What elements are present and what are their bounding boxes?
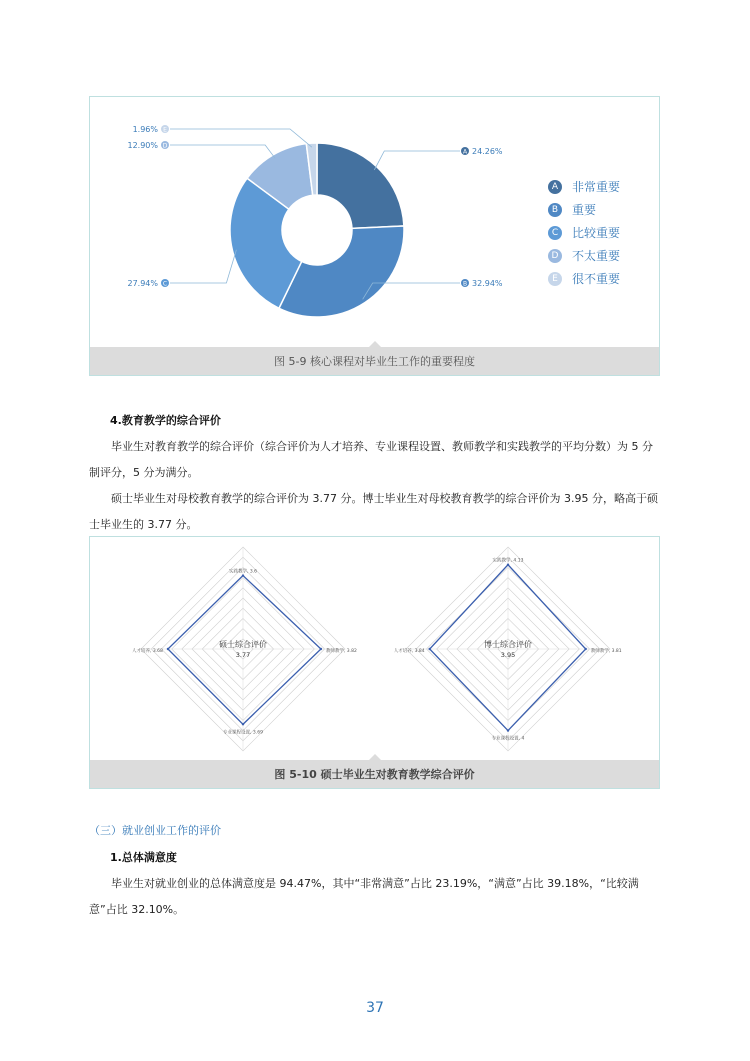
- radar-axis-label: 实践教学, 3.6: [228, 569, 258, 575]
- slice-label-c: 27.94%: [127, 279, 158, 288]
- radar-point: [167, 648, 169, 650]
- radar-axis-label: 人才培养, 3.68: [132, 649, 163, 654]
- label-marker-letter: C: [162, 280, 168, 288]
- legend-item-c: [548, 221, 620, 244]
- radar-center-value: 3.77: [235, 651, 251, 659]
- leader-line: [170, 250, 236, 283]
- caption-notch: [369, 754, 381, 760]
- legend-marker-e: E: [548, 272, 562, 286]
- donut-slice-a: [317, 143, 404, 228]
- legend-item-d: [548, 244, 620, 267]
- radar-point: [242, 723, 244, 725]
- slice-label-a: 24.26%: [472, 147, 503, 156]
- legend-label-d: 不太重要: [572, 249, 621, 263]
- figure-caption-bar: [90, 760, 659, 788]
- radar-center-value: 3.95: [500, 651, 516, 659]
- section-heading: 1.总体满意度: [110, 851, 177, 864]
- radar-axis-label: 专业课程设置, 4: [491, 736, 525, 742]
- legend-item-e: [548, 267, 620, 290]
- section-title: （三）就业创业工作的评价: [89, 824, 221, 837]
- label-marker-letter: E: [163, 126, 167, 134]
- body-paragraph: 毕业生对教育教学的综合评价（综合评价为人才培养、专业课程设置、教师教学和实践教学的平均分数）为 5 分制评分，5 分为满分。: [89, 440, 653, 479]
- legend-marker-d: D: [548, 249, 562, 263]
- radar-axis-label: 教师教学, 3.82: [325, 649, 357, 654]
- body-paragraph: 硕士毕业生对母校教育教学的综合评价为 3.77 分。博士毕业生对母校教育教学的综合评价为 3.95 分，略高于硕士毕业生的 3.77 分。: [89, 492, 658, 531]
- radar-point: [585, 648, 587, 650]
- slice-label-e: 1.96%: [132, 125, 158, 134]
- legend-marker-b: B: [548, 203, 562, 217]
- page-number: 37: [366, 1000, 384, 1016]
- radar-point: [320, 648, 322, 650]
- legend-marker-a: A: [548, 180, 562, 194]
- radar-series: [168, 576, 321, 725]
- radar-chart-doctor: [394, 547, 622, 751]
- radar-charts: [90, 537, 659, 762]
- radar-chart-master: [132, 547, 357, 751]
- figure-caption: 图 5-10 硕士毕业生对教育教学综合评价: [274, 768, 475, 781]
- section-heading: 4.教育教学的综合评价: [110, 414, 221, 427]
- legend-label-c: 比较重要: [572, 226, 621, 240]
- legend-item-b: [548, 198, 620, 221]
- leader-line: [170, 129, 312, 147]
- slice-label-b: 32.94%: [472, 279, 503, 288]
- radar-point: [428, 648, 430, 650]
- donut-legend: [548, 175, 620, 290]
- legend-label-a: 非常重要: [572, 180, 621, 194]
- figure-teaching-evaluation: [89, 536, 660, 789]
- label-marker-letter: B: [462, 280, 468, 288]
- label-marker-letter: D: [162, 142, 168, 150]
- donut-slice-b: [279, 226, 404, 317]
- radar-point: [507, 564, 509, 566]
- radar-center-title: 博士综合评价: [484, 640, 532, 649]
- radar-axis-label: 专业课程设置, 3.69: [223, 730, 263, 736]
- legend-item-a: [548, 175, 620, 198]
- figure-caption: 图 5-9 核心课程对毕业生工作的重要程度: [274, 355, 475, 368]
- body-paragraph: 毕业生对就业创业的总体满意度是 94.47%，其中“非常满意”占比 23.19%，“满意”占比 39.18%，“比较满意”占比 32.10%。: [89, 877, 639, 916]
- radar-axis-label: 实践教学, 4.13: [492, 558, 524, 564]
- caption-notch: [369, 341, 381, 347]
- radar-axis-label: 人才培养, 3.84: [393, 649, 425, 654]
- radar-point: [507, 729, 509, 731]
- legend-label-e: 很不重要: [572, 272, 621, 286]
- radar-center-title: 硕士综合评价: [219, 640, 267, 649]
- figure-core-courses: [89, 96, 660, 376]
- leader-line: [170, 145, 275, 158]
- radar-point: [242, 574, 244, 576]
- legend-label-b: 重要: [572, 203, 597, 217]
- slice-label-d: 12.90%: [127, 141, 158, 150]
- figure-caption-bar: [90, 347, 659, 375]
- label-marker-letter: A: [462, 148, 468, 156]
- radar-axis-label: 教师教学, 3.81: [590, 649, 622, 654]
- legend-marker-c: C: [548, 226, 562, 240]
- leader-line: [374, 151, 460, 170]
